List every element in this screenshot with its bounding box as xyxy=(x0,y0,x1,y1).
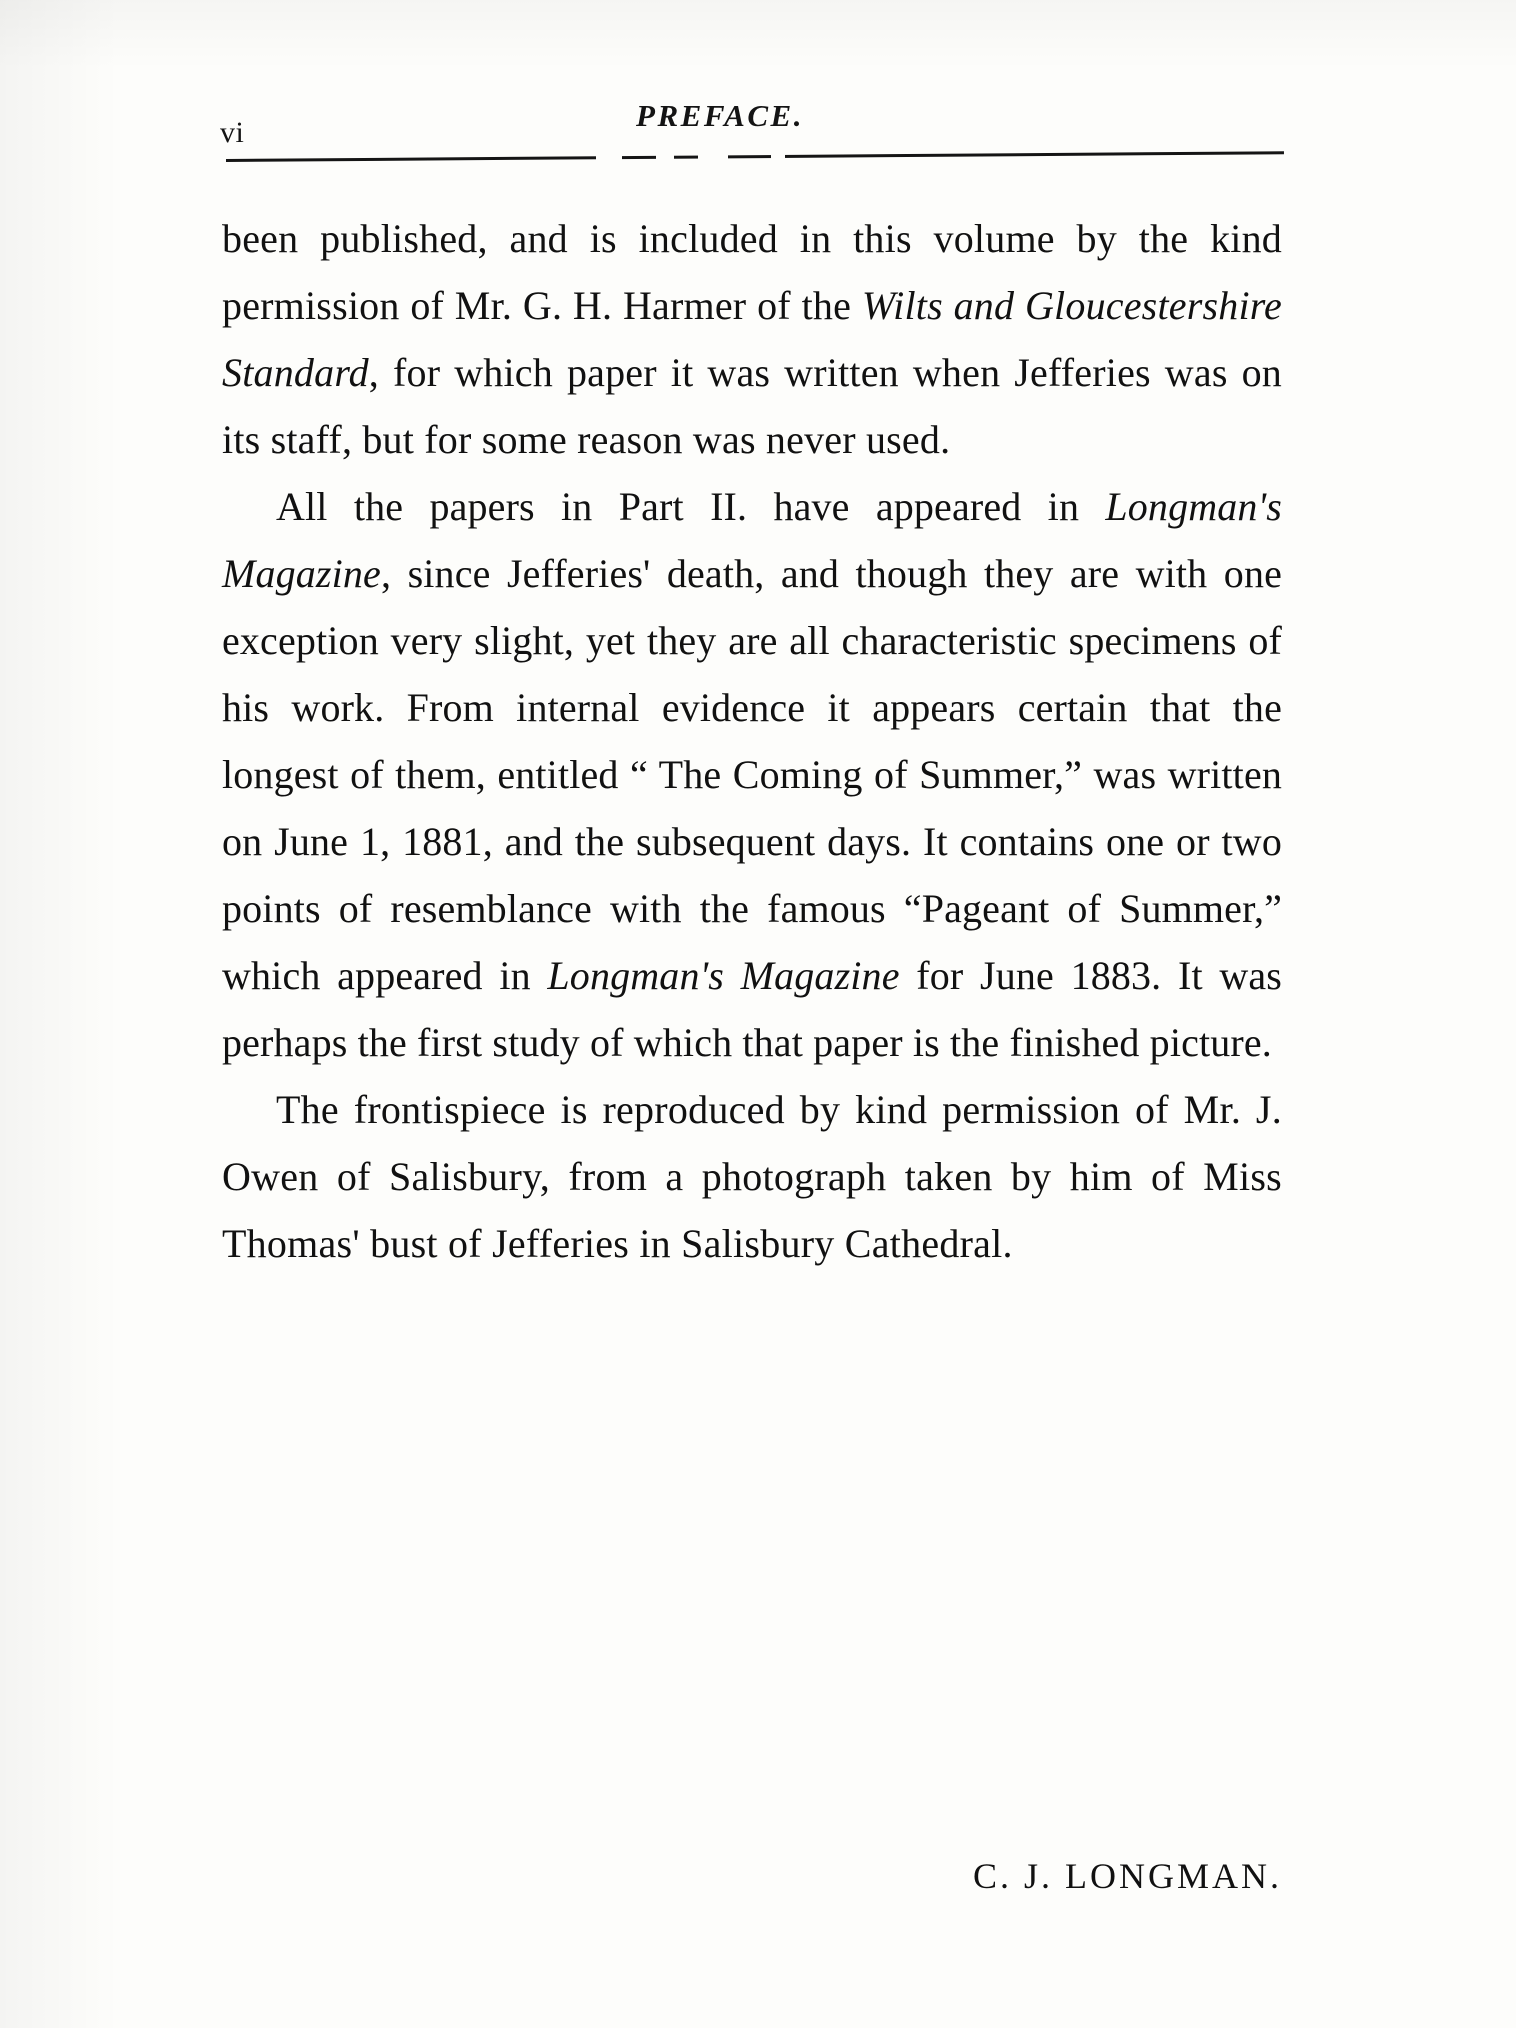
divider-break xyxy=(656,154,674,167)
page-edge-shadow-top xyxy=(0,0,1516,70)
page-edge-shadow-left xyxy=(0,0,120,2028)
paragraph-2-italic-title-2: Longman's Magazine xyxy=(547,953,900,998)
paragraph-1-part-b: , for which paper it was written when Jefferies was on its staff, but for some reason was never used. xyxy=(222,350,1282,462)
divider-break xyxy=(771,154,785,167)
paragraph-2-part-a: All the papers in Part II. have appeared in xyxy=(276,484,1106,529)
paragraph-1-part-a: been published, and is included in this volume by the kind permission of Mr. G. H. Harmer of the xyxy=(222,216,1282,328)
paragraph-2 xyxy=(222,473,1282,1076)
paragraph-2-part-b: , since Jefferies' death, and though they are with one exception very slight, yet they are all characteristic specimens of his work. From internal evidence it appears certain that the longest of them, entitled “ The Coming of Summer,” was written on June 1, 1881, and the subsequent days. It contains one or two points of resemblance with the famous “Pageant of Summer,” which appeared in xyxy=(222,551,1282,998)
signature: C. J. LONGMAN. xyxy=(972,1856,1282,1896)
divider-break xyxy=(698,154,728,167)
running-head xyxy=(220,98,1280,154)
paragraph-3: The frontispiece is reproduced by kind permission of Mr. J. Owen of Salisbury, from a photograph taken by him of Miss Thomas' bust of Jefferies in Salisbury Cathedral. xyxy=(222,1087,1282,1266)
divider-line xyxy=(226,151,1284,162)
page-number: vi xyxy=(220,116,245,149)
paragraph-1-italic-title: Wilts and Gloucestershire Standard xyxy=(222,283,1282,395)
body-text xyxy=(222,205,1282,1277)
divider-break xyxy=(596,154,622,167)
header-divider xyxy=(226,148,1284,172)
paragraph-2-italic-title-1: Longman's Magazine xyxy=(222,484,1282,596)
running-title: PREFACE. xyxy=(636,98,804,133)
paragraph-2-part-c: for June 1883. It was perhaps the first study of which that paper is the finished picture. xyxy=(222,953,1283,1065)
paragraph-1 xyxy=(222,205,1282,473)
